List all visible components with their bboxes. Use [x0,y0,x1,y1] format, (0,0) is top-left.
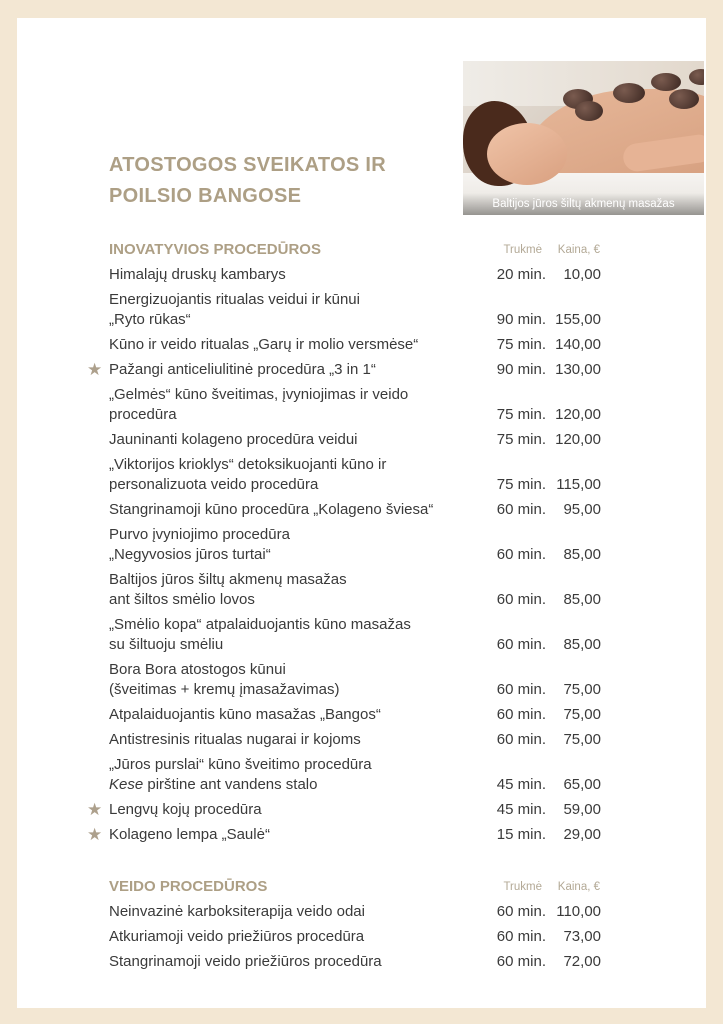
item-price: 110,00 [556,902,601,920]
item-duration: 60 min. [496,680,546,698]
item-price: 72,00 [563,952,601,970]
item-price: 73,00 [563,927,601,945]
item-name: Purvo įvyniojimo procedūra „Negyvosios jūros turtai“ [109,525,290,563]
photo-face [487,123,567,185]
star-icon: ★ [87,359,103,379]
list-item [17,567,706,612]
item-price: 130,00 [555,360,601,378]
item-duration: 90 min. [496,360,546,378]
item-price: 59,00 [563,800,601,818]
photo-caption: Baltijos jūros šiltų akmenų masažas [463,193,704,215]
list-item [17,452,706,497]
stone-icon [613,83,645,103]
item-price: 140,00 [555,335,601,353]
duration-column-header: Trukmė [503,244,542,256]
list-item [17,332,706,357]
item-price: 75,00 [563,705,601,723]
item-duration: 75 min. [496,430,546,448]
list-item [17,924,706,949]
list-item [17,752,706,797]
price-column-header: Kaina, € [557,244,600,256]
list-item [17,612,706,657]
star-icon: ★ [87,799,103,819]
item-price: 115,00 [556,475,601,493]
list-item [17,702,706,727]
item-duration: 60 min. [496,902,546,920]
list-item [17,727,706,752]
item-name: Lengvų kojų procedūra [109,800,262,818]
list-item [17,899,706,924]
item-price: 95,00 [563,500,601,518]
item-price: 75,00 [563,680,601,698]
item-duration: 60 min. [496,952,546,970]
page-title-line-2: POILSIO BANGOSE [109,185,302,207]
list-item [17,262,706,287]
stone-icon [651,73,681,91]
list-item [17,522,706,567]
item-name: Pažangi anticeliulitinė procedūra „3 in 1“ [109,360,376,378]
item-duration: 60 min. [496,500,546,518]
item-price: 155,00 [555,310,601,328]
item-duration: 60 min. [496,705,546,723]
item-duration: 60 min. [496,635,546,653]
section-face-procedures [17,875,706,974]
list-item [17,822,706,847]
item-name: Neinvazinė karboksiterapija veido odai [109,902,365,920]
section-title: VEIDO PROCEDŪROS [109,878,268,895]
list-item [17,497,706,522]
item-duration: 15 min. [496,825,546,843]
item-name: Antistresinis ritualas nugarai ir kojoms [109,730,361,748]
item-price: 10,00 [563,265,601,283]
section-title: INOVATYVIOS PROCEDŪROS [109,241,321,258]
page-title-line-1: ATOSTOGOS SVEIKATOS IR [109,154,387,176]
hot-stone-massage-photo [463,61,704,215]
item-duration: 60 min. [496,545,546,563]
item-name: Stangrinamoji kūno procedūra „Kolageno šviesa“ [109,500,434,518]
item-price: 120,00 [555,405,601,423]
list-item [17,949,706,974]
star-icon: ★ [87,824,103,844]
section-header [17,238,706,262]
item-duration: 90 min. [496,310,546,328]
price-column-header: Kaina, € [557,881,600,893]
section-innovative-procedures [17,238,706,847]
item-duration: 20 min. [496,265,546,283]
menu-page [17,18,706,1008]
item-name: „Viktorijos krioklys“ detoksikuojanti kūno ir personalizuota veido procedūra [109,455,387,493]
item-duration: 75 min. [496,405,546,423]
item-duration: 75 min. [496,335,546,353]
item-name: Baltijos jūros šiltų akmenų masažas ant šiltos smėlio lovos [109,570,347,608]
list-item [17,427,706,452]
item-price: 85,00 [563,590,601,608]
item-price: 65,00 [563,775,601,793]
item-name: Atpalaiduojantis kūno masažas „Bangos“ [109,705,381,723]
item-name: Jauninanti kolageno procedūra veidui [109,430,358,448]
item-duration: 60 min. [496,927,546,945]
item-price: 85,00 [563,635,601,653]
page-title [109,150,386,212]
list-item [17,797,706,822]
item-name: „Gelmės“ kūno šveitimas, įvyniojimas ir veido procedūra [109,385,409,423]
duration-column-header: Trukmė [503,881,542,893]
item-price: 120,00 [555,430,601,448]
stone-icon [669,89,699,109]
item-name: Energizuojantis ritualas veidui ir kūnui „Ryto rūkas“ [109,290,360,328]
item-duration: 60 min. [496,590,546,608]
item-name: Kolageno lempa „Saulė“ [109,825,270,843]
item-price: 75,00 [563,730,601,748]
item-name: „Smėlio kopa“ atpalaiduojantis kūno masažas su šiltuoju smėliu [109,615,411,653]
item-duration: 75 min. [496,475,546,493]
item-name: Bora Bora atostogos kūnui (šveitimas + kremų įmasažavimas) [109,660,340,698]
item-name: „Jūros purslai“ kūno šveitimo procedūra Kese pirštine ant vandens stalo [109,755,372,793]
item-duration: 45 min. [496,775,546,793]
item-name: Atkuriamoji veido priežiūros procedūra [109,927,365,945]
list-item [17,382,706,427]
list-item [17,357,706,382]
item-duration: 45 min. [496,800,546,818]
list-item [17,657,706,702]
item-price: 29,00 [563,825,601,843]
list-item [17,287,706,332]
item-name: Himalajų druskų kambarys [109,265,286,283]
item-name: Kūno ir veido ritualas „Garų ir molio versmėse“ [109,335,419,353]
stone-icon [575,101,603,121]
item-duration: 60 min. [496,730,546,748]
section-header [17,875,706,899]
item-name: Stangrinamoji veido priežiūros procedūra [109,952,382,970]
item-price: 85,00 [563,545,601,563]
